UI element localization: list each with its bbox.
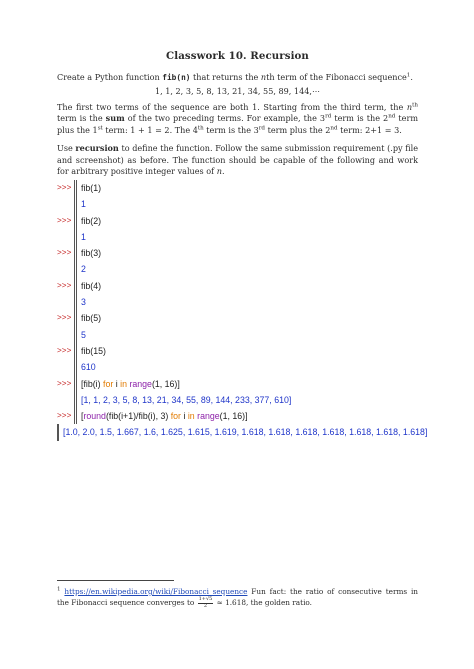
shell-gutter (74, 376, 77, 392)
code-text: [ (81, 411, 84, 422)
fraction-denominator: 2 (203, 602, 208, 609)
text: term plus the 1 (57, 113, 418, 136)
ordinal-suffix: nd (388, 113, 396, 120)
ordinal-suffix: nd (330, 125, 338, 132)
keyword-for: for (103, 378, 114, 389)
text: Use (57, 142, 76, 153)
ordinal-suffix: rd (325, 113, 332, 120)
shell-gutter (74, 327, 77, 343)
shell-output: [1, 1, 2, 3, 5, 8, 13, 21, 34, 55, 89, 144, 233, 377, 610] (81, 394, 292, 405)
shell-command: fib(1) (81, 183, 102, 193)
shell-output-row (57, 359, 420, 375)
shell-prompt: >>> (57, 280, 72, 290)
ordinal-suffix: rd (258, 125, 265, 132)
shell-input-row (57, 408, 420, 424)
intro-paragraph (57, 72, 418, 84)
shell-command: fib(4) (81, 280, 102, 291)
shell-prompt: >>> (57, 183, 72, 192)
shell-prompt: >>> (57, 215, 72, 225)
variable-n: n (216, 166, 222, 177)
ordinal-suffix: th (412, 102, 418, 109)
shell-gutter (74, 294, 77, 310)
shell-output-row (57, 392, 420, 408)
shell-command (81, 376, 180, 392)
shell-gutter (74, 245, 77, 261)
shell-output: 1 (81, 231, 86, 242)
shell-gutter (74, 408, 77, 424)
shell-gutter (74, 278, 77, 294)
shell-command: fib(15) (81, 345, 106, 356)
footnote (57, 586, 418, 609)
shell-output: [1.0, 2.0, 1.5, 1.667, 1.6, 1.625, 1.615, 1.619, 1.618, 1.618, 1.618, 1.618, 1.618, 1.618, 1.618] (63, 427, 428, 438)
shell-output-row (57, 229, 420, 245)
shell-gutter (74, 213, 77, 229)
builtin-range: range (197, 411, 220, 422)
shell-output: 5 (81, 329, 86, 340)
shell-gutter (74, 196, 77, 212)
shell-gutter (74, 261, 77, 277)
fraction-numerator: 1+√5 (198, 596, 213, 603)
document-body (57, 50, 418, 178)
shell-input-row (57, 245, 420, 261)
code-text: (fib(i+1)/fib(i), 3) (105, 411, 171, 422)
shell-command (81, 408, 248, 424)
shell-input-row (57, 343, 420, 359)
shell-gutter (74, 359, 77, 375)
text: term: 2+1 = 3. (337, 125, 402, 136)
code-text: (1, 16)] (219, 411, 248, 422)
golden-ratio-fraction (198, 597, 214, 609)
text: term is the 2 (331, 113, 389, 124)
function-name: fib(n) (162, 73, 191, 82)
shell-prompt: >>> (57, 345, 72, 355)
intro-text: th term of the Fibonacci sequence (266, 72, 407, 82)
emphasis-sum: sum (105, 113, 125, 124)
code-text: i (181, 411, 188, 422)
keyword-for: for (170, 411, 181, 422)
shell-output-row (57, 294, 420, 310)
shell-gutter (74, 180, 77, 196)
shell-output: 2 (81, 264, 86, 275)
footnote-ref[interactable]: 1 (406, 72, 411, 79)
shell-command: fib(3) (81, 248, 102, 259)
code-text: i (113, 378, 121, 389)
text: term is the 3 (203, 125, 259, 136)
shell-gutter (74, 229, 77, 245)
fibonacci-sequence: 1, 1, 2, 3, 5, 8, 13, 21, 34, 55, 89, 144,⋯ (154, 85, 321, 96)
shell-output-row (57, 327, 420, 343)
shell-prompt: >>> (57, 378, 72, 388)
shell-command: fib(2) (81, 215, 102, 226)
shell-input-row (57, 278, 420, 294)
page-title: Classwork 10. Recursion (166, 50, 309, 62)
shell-input-row (57, 376, 420, 392)
shell-input-row (57, 180, 420, 196)
shell-command: fib(5) (81, 313, 102, 324)
footnote-mark: 1 (57, 586, 61, 593)
wikipedia-link[interactable]: https://en.wikipedia.org/wiki/Fibonacci_sequence (64, 587, 248, 596)
builtin-range: range (129, 378, 152, 389)
explanation-paragraph (57, 102, 418, 137)
text: term: 1 + 1 = 2. The 4 (102, 125, 198, 136)
shell-prompt: >>> (57, 411, 72, 421)
text: of the two preceding terms. For example, the 3 (124, 113, 326, 124)
shell-gutter (57, 424, 59, 440)
ordinal-suffix: st (97, 125, 103, 132)
variable-n: n (406, 101, 413, 112)
shell-gutter (74, 343, 77, 359)
intro-text: Create a Python function (57, 72, 163, 82)
shell-output-row (57, 424, 428, 440)
text: term plus the 2 (265, 125, 331, 136)
text: to define the function. Follow the same submission requirement (.py file and screenshot) as before. The function should be capable of the following and work for arbitrary positive integer values of (57, 142, 418, 177)
builtin-round: round (83, 411, 106, 422)
keyword-in: in (120, 378, 127, 389)
shell-output-row (57, 261, 420, 277)
shell-prompt: >>> (57, 313, 72, 323)
text: . (221, 166, 225, 177)
code-text: [fib(i) (81, 378, 103, 389)
emphasis-recursion: recursion (75, 142, 119, 153)
shell-output: 3 (81, 297, 86, 308)
shell-output: 1 (81, 199, 86, 210)
python-shell-transcript (57, 180, 428, 441)
instructions-paragraph (57, 143, 418, 178)
shell-gutter (74, 392, 77, 408)
shell-output-row (57, 196, 420, 212)
text: The first two terms of the sequence are both 1. Starting from the third term, the (57, 101, 407, 112)
code-text: (1, 16)] (151, 378, 180, 389)
footnote-text: ≈ 1.618, the golden ratio. (214, 598, 312, 608)
footnote-text: Fun fact: the ratio of consecutive terms in the Fibonacci sequence converges to (57, 587, 418, 608)
keyword-in: in (187, 411, 195, 422)
ordinal-suffix: th (197, 125, 204, 132)
shell-gutter (74, 310, 77, 326)
variable-n: n (260, 72, 267, 82)
shell-output: 610 (81, 362, 96, 373)
intro-text: . (410, 72, 413, 82)
shell-prompt: >>> (57, 248, 72, 258)
shell-input-row (57, 310, 420, 326)
text: term is the (57, 113, 106, 124)
shell-input-row (57, 213, 420, 229)
intro-text: that returns the (190, 72, 261, 82)
footnote-divider (57, 580, 174, 581)
